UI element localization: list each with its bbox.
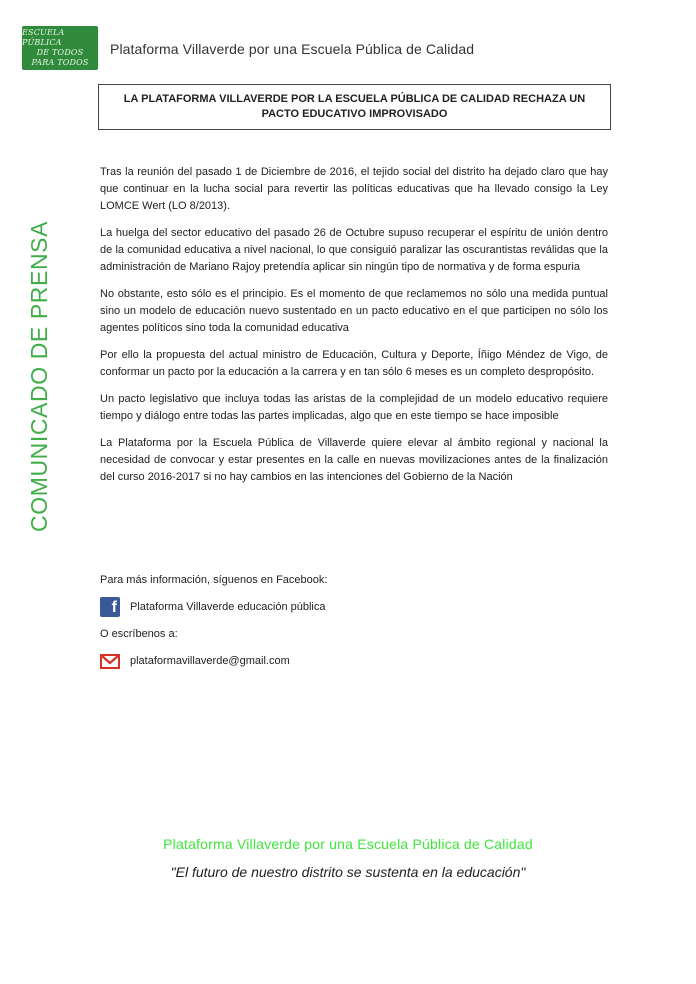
logo [22, 26, 98, 70]
gmail-icon [100, 653, 120, 669]
paragraph: Tras la reunión del pasado 1 de Diciembre de 2016, el tejido social del distrito ha dejado claro que hay que continuar en la lucha social para revertir las políticas educativas que ha llevado consigo la Ley LOMCE Wert (LO 8/2013). [100, 166, 608, 212]
paragraph: Un pacto legislativo que incluya todas las aristas de la complejidad de un modelo educativo requiere tiempo y diálogo entre todas las partes implicadas, algo que en este tiempo se hace imposible [100, 393, 608, 422]
footer-title: Plataforma Villaverde por una Escuela Pública de Calidad [163, 836, 533, 852]
paragraph: La huelga del sector educativo del pasado 26 de Octubre supuso recuperar el espíritu de unión dentro de la comunidad educativa a nivel nacional, lo que consiguió paralizar las oscurantistas reválidas que la administración de Mariano Rajoy pretendía aplicar sin ningún tipo de normativa y de forma espuria [100, 227, 608, 273]
headline: LA PLATAFORMA VILLAVERDE POR LA ESCUELA PÚBLICA DE CALIDAD RECHAZA UN PACTO EDUCATIVO IMPROVISADO [123, 93, 586, 120]
paragraph: La Plataforma por la Escuela Pública de Villaverde quiere elevar al ámbito regional y nacional la necesidad de convocar y estar presentes en la calle en nuevas movilizaciones antes de la finalización del curso 2016-2017 si no hay cambios en las intenciones del Gobierno de la Nación [100, 437, 608, 483]
email-link-row[interactable] [100, 651, 600, 671]
logo-line: PARA TODOS [31, 58, 89, 67]
headline-box [98, 84, 611, 130]
logo-line: DE TODOS [36, 48, 84, 57]
facebook-name[interactable]: Plataforma Villaverde educación pública [130, 601, 326, 613]
email-intro: O escríbenos a: [100, 628, 178, 640]
facebook-link-row[interactable] [100, 597, 600, 617]
paragraph: Por ello la propuesta del actual ministro de Educación, Cultura y Deporte, Íñigo Méndez de Vigo, de conformar un pacto por la educación a la carrera y en tan sólo 6 meses es un completo despropósito. [100, 349, 608, 378]
contact-section [100, 570, 600, 678]
facebook-icon: f [100, 597, 120, 617]
footer-quote: "El futuro de nuestro distrito se sustenta en la educación" [170, 864, 526, 880]
header-title: Plataforma Villaverde por una Escuela Pública de Calidad [110, 41, 475, 57]
facebook-intro: Para más información, síguenos en Facebook: [100, 574, 328, 586]
press-release-body [100, 164, 608, 496]
paragraph: No obstante, esto sólo es el principio. Es el momento de que reclamemos no sólo una medida puntual sino un modelo de educación nuevo sustentado en un pacto educativo en el que participen no sólo los agentes políticos sino toda la comunidad educativa [100, 288, 608, 334]
email-address[interactable]: plataformavillaverde@gmail.com [130, 655, 290, 667]
side-label: COMUNICADO DE PRENSA [26, 220, 52, 532]
logo-line: ESCUELA PÚBLICA [22, 28, 65, 47]
